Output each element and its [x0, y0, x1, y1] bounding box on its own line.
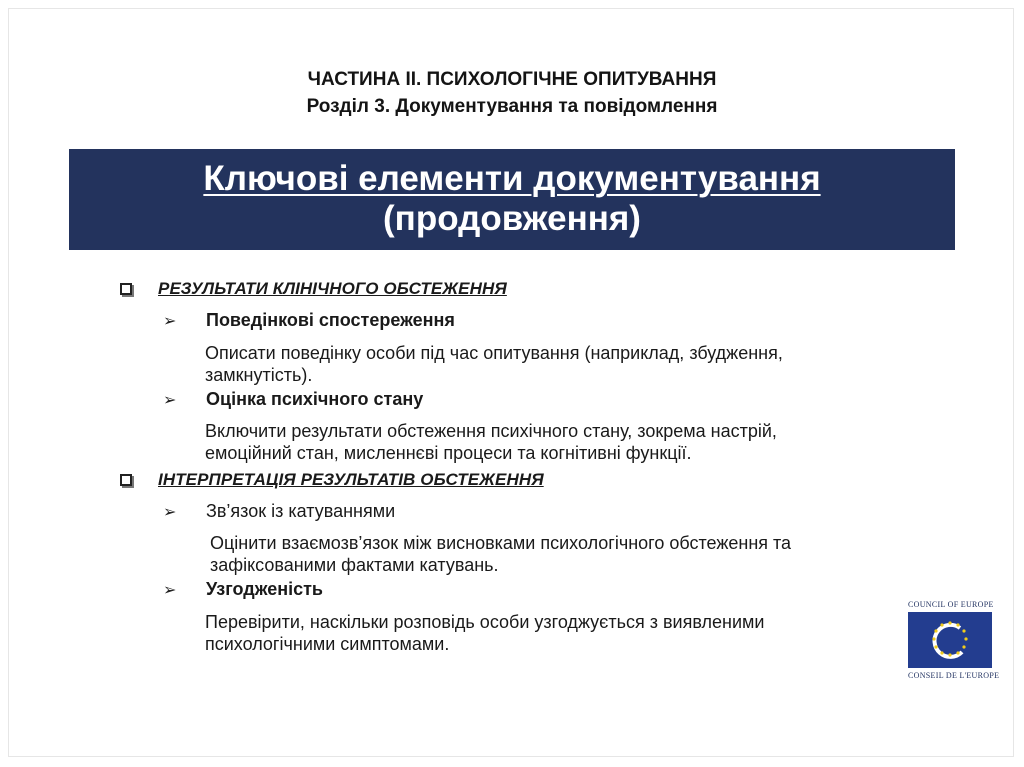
- description-line: Включити результати обстеження психічного стану, зокрема настрій,: [205, 421, 777, 441]
- description-line: емоційний стан, мисленнєві процеси та когнітивні функції.: [205, 443, 692, 463]
- list-item: [163, 501, 395, 522]
- list-item: [163, 579, 323, 600]
- arrow-bullet-icon: ➢: [163, 312, 177, 330]
- council-of-europe-logo: [908, 600, 1018, 680]
- section-header: [120, 470, 544, 490]
- square-bullet-icon: [120, 474, 132, 486]
- item-description: [210, 532, 791, 576]
- square-bullet-icon: [120, 283, 132, 295]
- item-description: [205, 611, 764, 655]
- list-item: [163, 310, 455, 331]
- section-heading: РЕЗУЛЬТАТИ КЛІНІЧНОГО ОБСТЕЖЕННЯ: [158, 279, 507, 298]
- logo-bottom-text: CONSEIL DE L'EUROPE: [908, 671, 1000, 680]
- arrow-bullet-icon: ➢: [163, 581, 177, 599]
- description-line: Описати поведінку особи під час опитування (наприклад, збудження,: [205, 343, 783, 363]
- section-title: Розділ 3. Документування та повідомлення: [306, 96, 718, 117]
- item-title: Оцінка психічного стану: [206, 389, 424, 409]
- description-line: замкнутість).: [205, 365, 313, 385]
- arrow-bullet-icon: ➢: [163, 503, 177, 521]
- description-line: психологічними симптомами.: [205, 634, 450, 654]
- banner-title-line2: (продовження): [383, 199, 641, 238]
- list-item: [163, 389, 423, 410]
- section-header: [120, 279, 507, 299]
- council-of-europe-emblem-icon: [908, 612, 992, 668]
- logo-top-text: COUNCIL OF EUROPE: [908, 600, 994, 609]
- item-title: Зв’язок із катуваннями: [206, 501, 396, 521]
- item-title: Узгодженість: [206, 579, 323, 599]
- part-title: ЧАСТИНА ІІ. ПСИХОЛОГІЧНЕ ОПИТУВАННЯ: [307, 69, 717, 90]
- item-description: [205, 342, 783, 386]
- banner-title-line1: Ключові елементи документування: [203, 159, 821, 198]
- item-title: Поведінкові спостереження: [206, 310, 455, 330]
- description-line: зафіксованими фактами катувань.: [210, 555, 499, 575]
- section-heading: ІНТЕРПРЕТАЦІЯ РЕЗУЛЬТАТІВ ОБСТЕЖЕННЯ: [158, 470, 544, 489]
- arrow-bullet-icon: ➢: [163, 391, 177, 409]
- description-line: Перевірити, наскільки розповідь особи узгоджується з виявленими: [205, 612, 765, 632]
- description-line: Оцінити взаємозв’язок між висновками психологічного обстеження та: [210, 533, 792, 553]
- item-description: [205, 420, 777, 464]
